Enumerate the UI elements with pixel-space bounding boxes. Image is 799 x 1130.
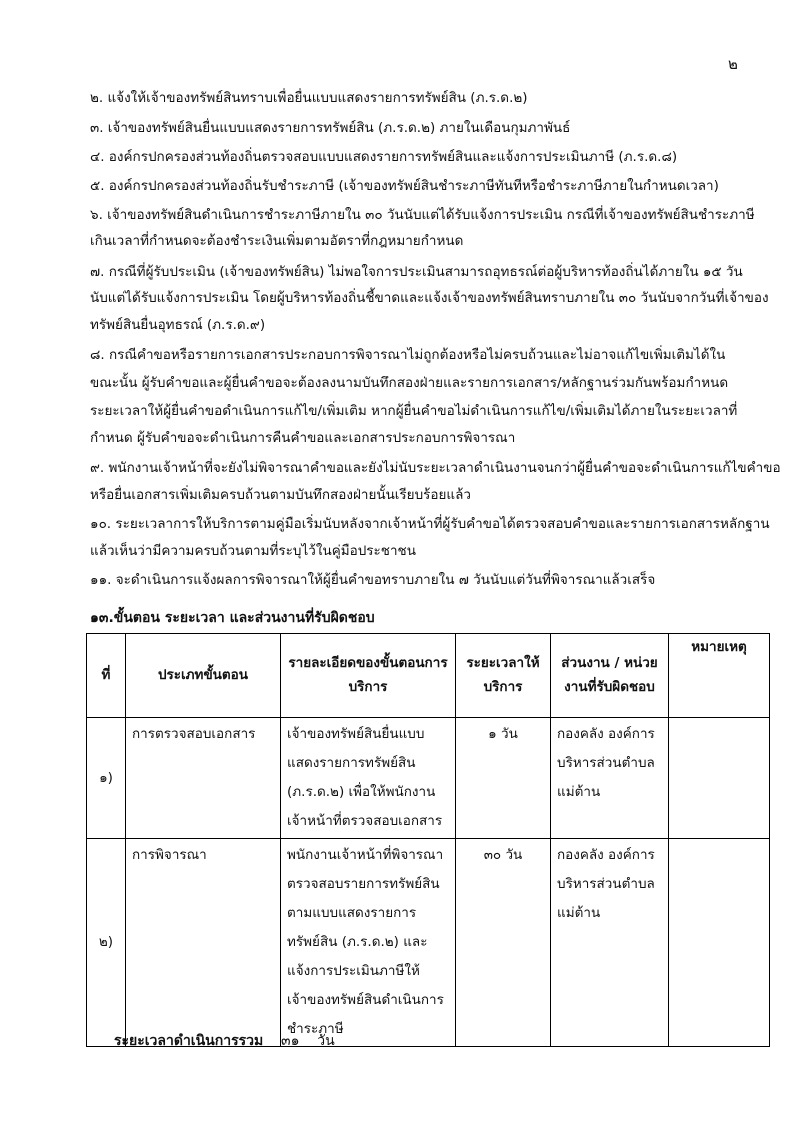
paragraph-line: ๕. องค์กรปกครองส่วนท้องถิ่นรับชำระภาษี (เจ้าของทรัพย์สินชำระภาษีทันทีหรือชำระภาษีภายในกำหนดเวลา): [90, 178, 719, 194]
total-duration-unit: วัน: [317, 1033, 335, 1049]
paragraph-line: ๑๑. จะดำเนินการแจ้งผลการพิจารณาให้ผู้ยื่นคำขอทราบภายใน ๗ วันนับแต่วันที่พิจารณาแล้วเสร็จ: [90, 572, 656, 588]
paragraph-line: ๓. เจ้าของทรัพย์สินยื่นแบบแสดงรายการทรัพย์สิน (ภ.ร.ด.๒) ภายในเดือนกุมภาพันธ์: [90, 120, 571, 136]
row-remark: [669, 718, 770, 839]
row-step-detail: พนักงานเจ้าหน้าที่พิจารณาตรวจสอบรายการทรัพย์สินตามแบบแสดงรายการทรัพย์สิน (ภ.ร.ด.๒) และแจ้งการประเมินภาษีให้เจ้าของทรัพย์สินดำเนินการชำระภาษี: [281, 839, 456, 1047]
page-number: ๒: [728, 55, 738, 73]
paragraph-line: ๔. องค์กรปกครองส่วนท้องถิ่นตรวจสอบแบบแสดงรายการทรัพย์สินและแจ้งการประเมินภาษี (ภ.ร.ด.๘): [90, 149, 678, 165]
paragraph-line: เกินเวลาที่กำหนดจะต้องชำระเงินเพิ่มตามอัตราที่กฎหมายกำหนด: [90, 233, 464, 249]
header-remark: หมายเหตุ: [669, 634, 770, 718]
row-duration: ๑ วัน: [456, 718, 551, 839]
row-responsible-unit: กองคลัง องค์การบริหารส่วนตำบลแม่ต้าน: [551, 718, 669, 839]
row-number: ๑): [87, 718, 126, 839]
paragraph-line: กำหนด ผู้รับคำขอจะดำเนินการคืนคำขอและเอกสารประกอบการพิจารณา: [90, 430, 516, 446]
table-row: [87, 718, 770, 839]
header-no: ที่: [87, 634, 126, 718]
header-responsible-unit: ส่วนงาน / หน่วยงานที่รับผิดชอบ: [551, 634, 669, 718]
paragraph-line: นับแต่ได้รับแจ้งการประเมิน โดยผู้บริหารท้องถิ่นชี้ขาดและแจ้งเจ้าของทรัพย์สินทราบภายใน ๓๐ วันนับจากวันที่เจ้าของ: [90, 290, 769, 306]
paragraph-line: ๖. เจ้าของทรัพย์สินดำเนินการชำระภาษีภายใน ๓๐ วันนับแต่ได้รับแจ้งการประเมิน กรณีที่เจ้าของทรัพย์สินชำระภาษี: [90, 207, 755, 223]
table-row: [87, 839, 770, 1047]
header-duration: ระยะเวลาให้บริการ: [456, 634, 551, 718]
paragraph-line: ๒. แจ้งให้เจ้าของทรัพย์สินทราบเพื่อยื่นแบบแสดงรายการทรัพย์สิน (ภ.ร.ด.๒): [90, 90, 528, 106]
row-responsible-unit: กองคลัง องค์การบริหารส่วนตำบลแม่ต้าน: [551, 839, 669, 1047]
paragraph-line: ๙. พนักงานเจ้าหน้าที่จะยังไม่พิจารณาคำขอและยังไม่นับระยะเวลาดำเนินงานจนกว่าผู้ยื่นคำขอจะดำเนินการแก้ไขคำขอ: [90, 460, 781, 476]
row-step-type: การตรวจสอบเอกสาร: [126, 718, 281, 839]
row-step-detail: เจ้าของทรัพย์สินยื่นแบบแสดงรายการทรัพย์สิน (ภ.ร.ด.๒) เพื่อให้พนักงานเจ้าหน้าที่ตรวจสอบเอกสาร: [281, 718, 456, 839]
total-duration: [114, 1030, 335, 1052]
header-step-type: ประเภทขั้นตอน: [126, 634, 281, 718]
paragraph-line: ทรัพย์สินยื่นอุทธรณ์ (ภ.ร.ด.๙): [90, 317, 266, 333]
paragraph-line: ๘. กรณีคำขอหรือรายการเอกสารประกอบการพิจารณาไม่ถูกต้องหรือไม่ครบถ้วนและไม่อาจแก้ไขเพิ่มเติมได้ใน: [90, 347, 726, 363]
paragraph-line: ขณะนั้น ผู้รับคำขอและผู้ยื่นคำขอจะต้องลงนามบันทึกสองฝ่ายและรายการเอกสาร/หลักฐานร่วมกันพร้อมกำหนด: [90, 375, 729, 391]
row-step-type: การพิจารณา: [126, 839, 281, 1047]
paragraph-line: ๑๐. ระยะเวลาการให้บริการตามคู่มือเริ่มนับหลังจากเจ้าหน้าที่ผู้รับคำขอได้ตรวจสอบคำขอและรายการเอกสารหลักฐาน: [90, 516, 770, 532]
paragraph-line: ๗. กรณีที่ผู้รับประเมิน (เจ้าของทรัพย์สิน) ไม่พอใจการประเมินสามารถอุทธรณ์ต่อผู้บริหารท้องถิ่นได้ภายใน ๑๕ วัน: [90, 264, 743, 280]
steps-table: [86, 633, 770, 1047]
total-duration-value: ๓๑: [281, 1033, 300, 1049]
total-duration-label: ระยะเวลาดำเนินการรวม: [114, 1033, 264, 1049]
section-title: ๑๓.ขั้นตอน ระยะเวลา และส่วนงานที่รับผิดชอบ: [90, 610, 375, 626]
paragraph-line: แล้วเห็นว่ามีความครบถ้วนตามที่ระบุไว้ในคู่มือประชาชน: [90, 543, 416, 559]
row-duration: ๓๐ วัน: [456, 839, 551, 1047]
row-remark: [669, 839, 770, 1047]
table-header-row: [87, 634, 770, 718]
paragraph-line: หรือยื่นเอกสารเพิ่มเติมครบถ้วนตามบันทึกสองฝ่ายนั้นเรียบร้อยแล้ว: [90, 487, 471, 503]
row-number: ๒): [87, 839, 126, 1047]
header-step-detail: รายละเอียดของขั้นตอนการบริการ: [281, 634, 456, 718]
paragraph-line: ระยะเวลาให้ผู้ยื่นคำขอดำเนินการแก้ไข/เพิ่มเติม หากผู้ยื่นคำขอไม่ดำเนินการแก้ไข/เพิ่มเติมได้ภายในระยะเวลาที่: [90, 403, 738, 419]
